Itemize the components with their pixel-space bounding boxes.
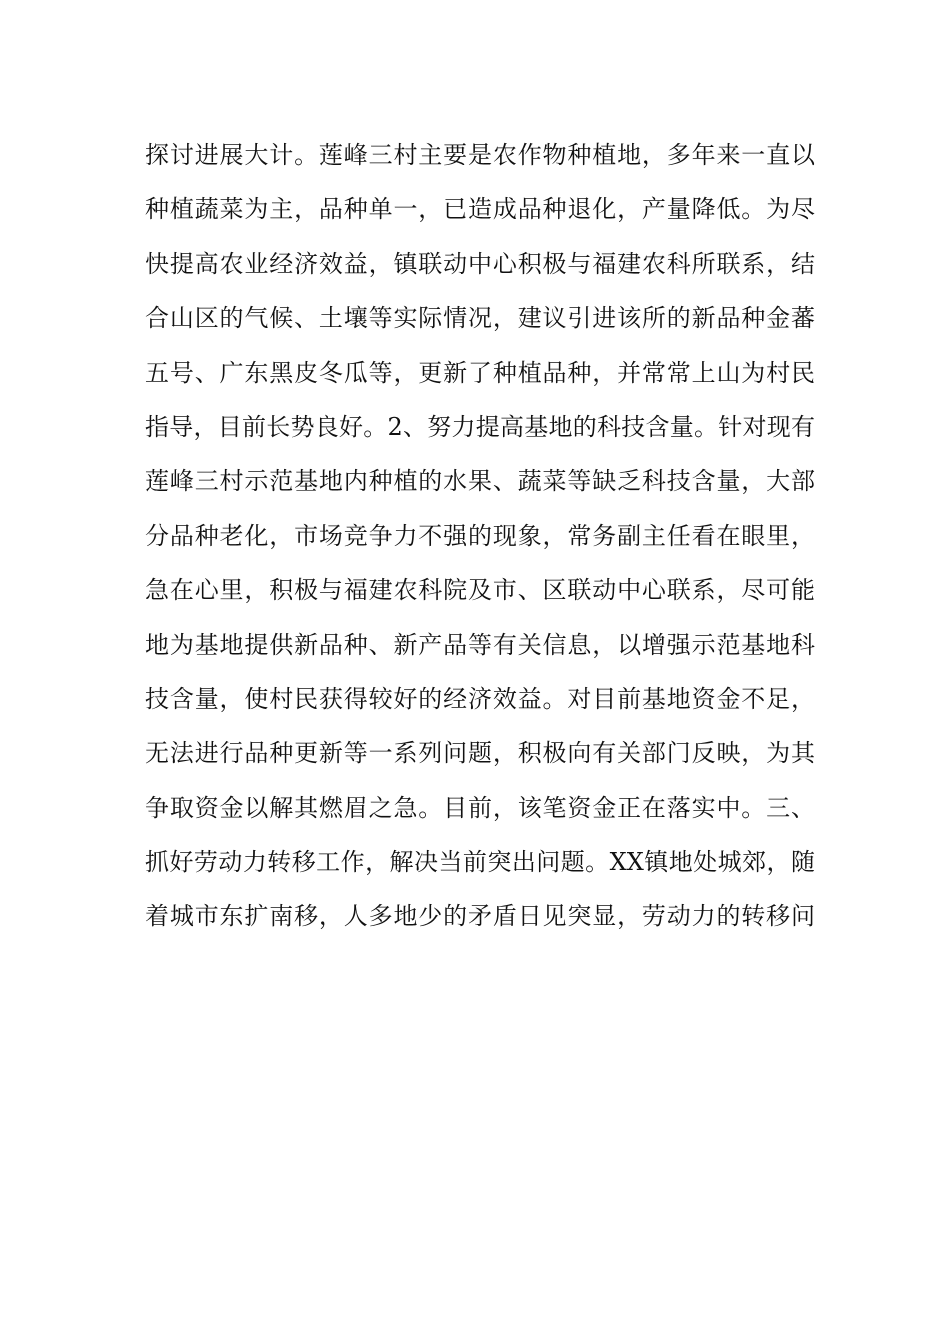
text-line-12: 无法进行品种更新等一系列问题，积极向有关部门反映，为其 [145,739,815,768]
text-line-11: 技含量，使村民获得较好的经济效益。对目前基地资金不足， [145,684,815,713]
text-line-10: 地为基地提供新品种、新产品等有关信息，以增强示范基地科 [145,630,815,659]
text-line-8: 分品种老化，市场竞争力不强的现象，常务副主任看在眼里， [145,521,815,550]
text-line-4: 合山区的气候、土壤等实际情况，建议引进该所的新品种金蕃 [145,304,815,333]
text-line-7: 莲峰三村示范基地内种植的水果、蔬菜等缺乏科技含量，大部 [145,467,815,496]
body-text [145,128,815,944]
text-line-1: 探讨进展大计。莲峰三村主要是农作物种植地，多年来一直以 [145,141,815,169]
text-line-6: 指导，目前长势良好。2、努力提高基地的科技含量。针对现有 [145,412,815,441]
text-line-9: 急在心里，积极与福建农科院及市、区联动中心联系，尽可能 [145,576,815,605]
text-line-14: 抓好劳动力转移工作，解决当前突出问题。XX镇地处城郊，随 [145,848,815,877]
text-line-2: 种植蔬菜为主，品种单一，已造成品种退化，产量降低。为尽 [145,195,815,224]
text-line-3: 快提高农业经济效益，镇联动中心积极与福建农科所联系，结 [145,249,815,278]
text-line-5: 五号、广东黑皮冬瓜等，更新了种植品种，并常常上山为村民 [145,358,815,387]
text-line-13: 争取资金以解其燃眉之急。目前，该笔资金正在落实中。三、 [145,793,815,822]
text-line-15: 着城市东扩南移，人多地少的矛盾日见突显，劳动力的转移问 [145,902,815,931]
